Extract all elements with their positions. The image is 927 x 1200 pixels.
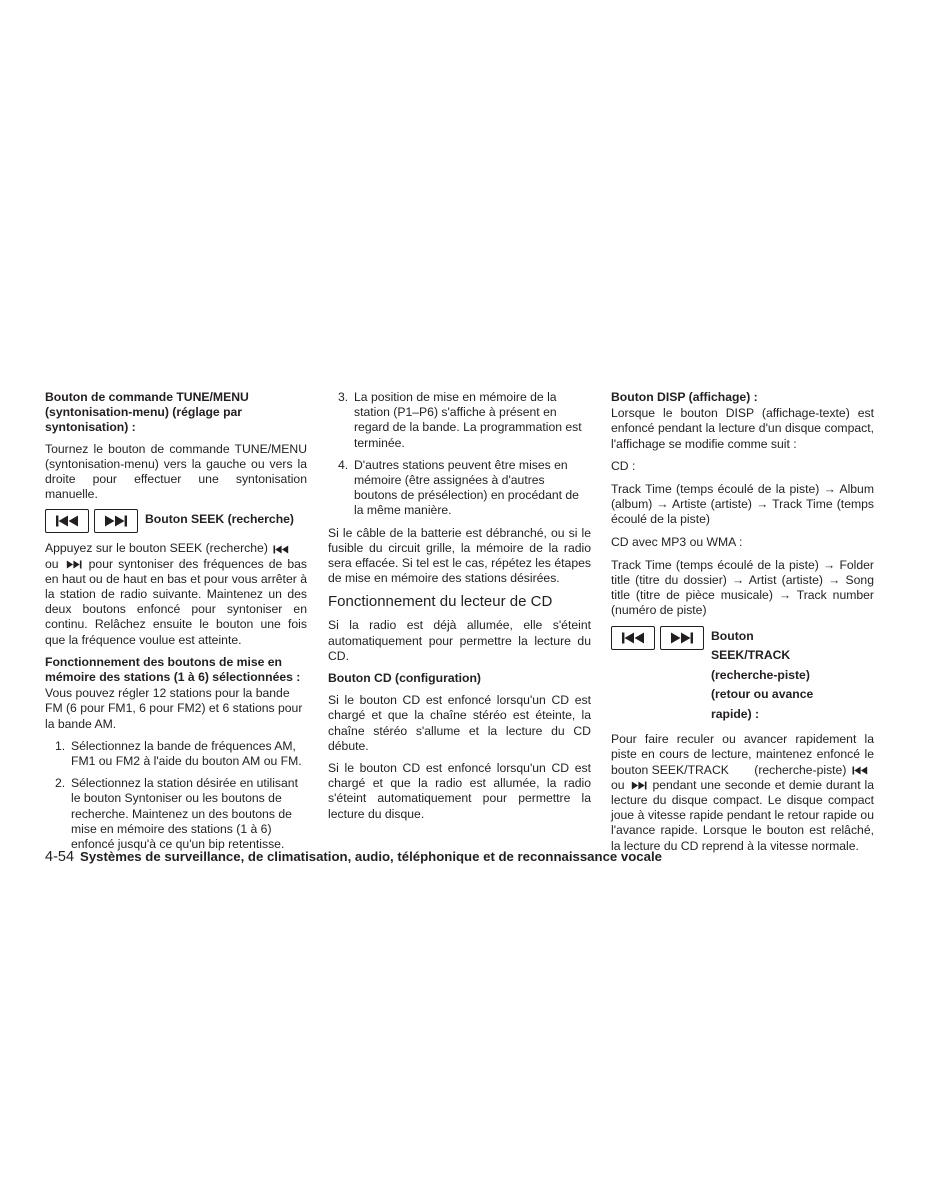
seek-button-label: Bouton SEEK (recherche) [145,512,294,527]
disp-paragraph: Lorsque le bouton DISP (affichage-texte) est enfoncé pendant la lecture d'un disque compact, l'affichage se modifie comme suit : [611,406,874,451]
seek-paragraph [45,541,307,647]
mp3-label: CD avec MP3 ou WMA : [611,534,743,549]
cd-paragraph-1: Si le bouton CD est enfoncé lorsqu'un CD est chargé et que la chaîne stéréo est éteinte, la chaîne stéréo s'allume et la lecture du CD débute. [328,693,591,753]
mp3-sequence: Track Time (temps écoulé de la piste) → Folder title (titre du dossier) → Artist (artiste) → Song title (titre de pièce musicale) → Track number (numéro de piste) [611,557,874,618]
cd-button-heading: Bouton CD (configuration) [328,671,481,686]
step-number: 4. [338,457,349,472]
seek-forward-icon [103,515,129,527]
seek-track-text-ou: ou [611,777,625,792]
step-text: Sélectionnez la bande de fréquences AM, FM1 ou FM2 à l'aide du bouton AM ou FM. [71,738,302,769]
cd-intro-paragraph: Si la radio est déjà allumée, elle s'éteint automatiquement pour permettre la lecture du CD. [328,618,591,663]
cd-label: CD : [611,458,636,473]
page-number: 4-54 [45,849,75,865]
seek-forward-button-graphic [660,626,704,650]
step-text: La position de mise en mémoire de la station (P1–P6) s'affiche à présent en regard de la bande. La programmation est terminée. [354,390,582,450]
seek-track-text-paren: (recherche-piste) [754,762,847,777]
column-2 [328,390,591,829]
seek-forward-icon [631,781,647,790]
preset-paragraph: Vous pouvez régler 12 stations pour la bande FM (6 pour FM1, 6 pour FM2) et 6 stations pour la bande AM. [45,686,303,731]
seek-forward-icon [669,632,695,644]
seek-button-graphic [45,509,307,533]
seek-back-icon [54,515,80,527]
tune-heading: Bouton de commande TUNE/MENU (syntonisation-menu) (réglage par syntonisation) : [45,390,249,435]
step-text: D'autres stations peuvent être mises en mémoire (être assignées à d'autres boutons de présélection) en procédant de la même manière. [354,457,579,518]
disp-heading: Bouton DISP (affichage) : [611,390,758,404]
seek-back-icon [620,632,646,644]
column-3 [611,390,874,861]
seek-forward-icon [66,560,82,569]
tune-paragraph: Tournez le bouton de commande TUNE/MENU (syntonisation-menu) vers la gauche ou vers la droite pour effectuer une syntonisation manuelle. [45,441,307,502]
seek-track-button-graphic [611,626,874,725]
seek-back-button-graphic [45,509,89,533]
seek-back-icon [273,545,289,554]
step-number: 1. [55,738,66,753]
seek-back-icon [852,766,868,775]
step-text: Sélectionnez la station désirée en utilisant le bouton Syntoniser ou les boutons de recherche. Maintenez un des boutons de mise en mémoire des stations (1 à 6) enfoncé jusqu'à ce qu'un bip retentisse. [71,776,298,852]
preset-heading: Fonctionnement des boutons de mise en mémoire des stations (1 à 6) sélectionnées : [45,654,301,685]
seek-text-end: pour syntoniser des fréquences de bas en haut ou de haut en bas et pour vous arrêter à la station de radio suivante. Maintenez un des deux boutons enfoncé pour syntoniser en continu. Relâchez ensuite le bouton une fois que la fréquence voulue est atteinte. [45,556,307,647]
list-item [328,390,591,451]
seek-back-button-graphic [611,626,655,650]
cd-sequence: Track Time (temps écoulé de la piste) → Album (album) → Artiste (artiste) → Track Time (temps écoulé de la piste) [611,482,874,527]
seek-track-text-end: pendant une seconde et demie durant la lecture du disque compact. Le disque compact joue à vitesse rapide pendant le retour rapide ou l'avance rapide. Lorsque le bouton est relâché, la lecture du CD reprend à la vitesse normale. [611,777,875,853]
seek-forward-button-graphic [94,509,138,533]
cd-paragraph-2: Si le bouton CD est enfoncé lorsqu'un CD est chargé et que la radio est allumée, la radio s'éteint automatiquement pour permettre la lecture du disque. [328,761,591,821]
column-1 [45,390,307,859]
seek-text-start: Appuyez sur le bouton SEEK (recherche) [45,541,268,556]
list-item [45,776,307,852]
page-footer [45,849,662,865]
step-number: 3. [338,390,349,404]
seek-track-text-start: Pour faire reculer ou avancer rapidement la piste en cours de lecture, maintenez enfoncé le bouton SEEK/TRACK [611,732,874,777]
step-number: 2. [55,776,66,791]
seek-track-paragraph [611,732,874,854]
cd-section-title: Fonctionnement du lecteur de CD [328,593,553,611]
seek-text-ou: ou [45,556,59,571]
battery-paragraph: Si le câble de la batterie est débranché, ou si le fusible du circuit grille, la mémoire de la radio sera effacée. Si tel est le cas, répétez les étapes de mise en mémoire des stations désirées. [328,525,591,586]
seek-track-label: Bouton SEEK/TRACK (recherche-piste) (retour ou avance rapide) : [711,628,814,721]
chapter-title: Systèmes de surveillance, de climatisation, audio, téléphonique et de reconnaissance vocale [80,849,662,864]
list-item [328,458,591,519]
list-item [45,739,307,769]
